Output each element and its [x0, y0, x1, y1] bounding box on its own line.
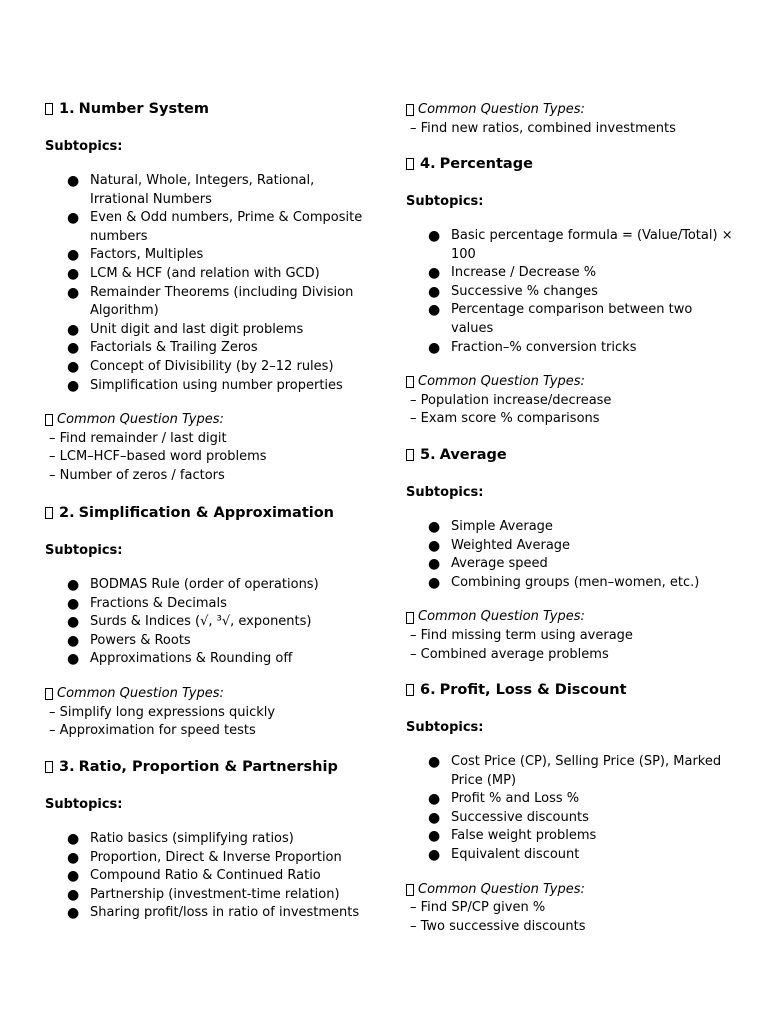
bullet-icon: ● — [428, 519, 441, 535]
section-ratio — [45, 758, 375, 923]
cq-title: Common Question Types: — [45, 411, 375, 430]
list-item: ● Simple Average — [428, 519, 553, 535]
list-item: ● Surds & Indices (√, ³√, exponents) — [67, 614, 312, 631]
common-question-types — [406, 101, 736, 138]
cq-line: – Combined average problems — [410, 646, 609, 662]
list-item: ● Even & Odd numbers, Prime & Composite numbers — [67, 210, 363, 244]
list-item: ● Powers & Roots — [67, 632, 191, 649]
bullet-icon: ● — [428, 828, 441, 845]
bullet-icon: ● — [428, 339, 441, 356]
section-number-system — [45, 100, 375, 486]
list-item: ● Average speed — [428, 556, 548, 573]
cq-line: – Two successive discounts — [410, 918, 586, 934]
list-item: ● Percentage comparison between two values — [428, 302, 693, 336]
bullet-icon: ● — [428, 809, 441, 826]
cq-title: Common Question Types: — [406, 373, 736, 392]
list-item: ● Factorials & Trailing Zeros — [67, 340, 258, 357]
section-heading — [45, 504, 375, 522]
cq-title: Common Question Types: — [45, 685, 375, 704]
section-title: Ratio, Proportion & Partnership — [78, 759, 338, 775]
list-item: ● Profit % and Loss % — [428, 791, 580, 808]
list-item: ● Sharing profit/loss in ratio of investments — [67, 905, 360, 922]
placeholder-glyph-icon — [406, 612, 414, 624]
list-item: ● Factors, Multiples — [67, 247, 204, 264]
bullet-icon: ● — [67, 577, 80, 593]
list-item: ● Unit digit and last digit problems — [67, 321, 304, 338]
bullet-icon: ● — [428, 537, 441, 554]
section-title: Average — [439, 447, 507, 463]
cq-line: – Number of zeros / factors — [49, 467, 225, 483]
cq-title: Common Question Types: — [406, 101, 736, 120]
list-item: ● Equivalent discount — [428, 846, 580, 863]
cq-line: – Find remainder / last digit — [49, 430, 227, 446]
cq-line: – LCM–HCF–based word problems — [49, 449, 267, 465]
placeholder-glyph-icon — [45, 507, 53, 519]
list-item: ● Compound Ratio & Continued Ratio — [67, 868, 321, 885]
section-title: Simplification & Approximation — [78, 505, 335, 521]
bullet-icon: ● — [428, 556, 441, 573]
bullet-icon: ● — [67, 886, 80, 903]
list-item: ● Natural, Whole, Integers, Rational, Irrational Numbers — [67, 173, 315, 207]
section-percentage — [406, 155, 736, 429]
cq-line: – Find new ratios, combined investments — [410, 120, 676, 136]
subtopic-list — [406, 227, 736, 357]
list-item: ● Partnership (investment-time relation) — [67, 886, 340, 903]
section-title: Number System — [78, 101, 209, 117]
section-number: 3. — [59, 759, 75, 775]
subtopic-list — [45, 576, 375, 669]
subtopics-label: Subtopics: — [406, 194, 484, 209]
list-item: ● False weight problems — [428, 828, 597, 845]
section-heading — [406, 446, 736, 464]
subtopics-label: Subtopics: — [45, 139, 123, 154]
bullet-icon: ● — [67, 358, 80, 375]
subtopics-label: Subtopics: — [406, 720, 484, 735]
list-item: ● BODMAS Rule (order of operations) — [67, 577, 319, 593]
placeholder-glyph-icon — [45, 414, 53, 426]
bullet-icon: ● — [67, 651, 80, 668]
section-number: 4. — [420, 156, 436, 172]
list-item: ● Concept of Divisibility (by 2–12 rules) — [67, 358, 334, 375]
list-item: ● Remainder Theorems (including Division Algorithm) — [67, 284, 354, 319]
list-item: ● LCM & HCF (and relation with GCD) — [67, 265, 320, 282]
section-heading — [45, 758, 375, 776]
list-item: ● Fraction–% conversion tricks — [428, 339, 637, 356]
bullet-icon: ● — [67, 247, 80, 264]
cq-title: Common Question Types: — [406, 881, 736, 900]
bullet-icon: ● — [67, 284, 80, 301]
placeholder-glyph-icon — [406, 684, 414, 696]
section-average — [406, 446, 736, 664]
bullet-icon: ● — [67, 173, 80, 189]
bullet-icon: ● — [67, 210, 80, 227]
subtopic-list — [406, 753, 736, 865]
common-question-types — [45, 685, 375, 741]
section-heading — [406, 681, 736, 699]
section-number: 2. — [59, 505, 75, 521]
section-heading — [406, 155, 736, 173]
placeholder-glyph-icon — [406, 104, 414, 116]
bullet-icon: ● — [428, 302, 441, 319]
cq-line: – Simplify long expressions quickly — [49, 704, 276, 720]
cq-line: – Population increase/decrease — [410, 392, 612, 408]
cq-title: Common Question Types: — [406, 608, 736, 627]
section-simplification — [45, 504, 375, 741]
bullet-icon: ● — [428, 574, 441, 591]
bullet-icon: ● — [428, 283, 441, 300]
list-item: ● Fractions & Decimals — [67, 595, 227, 612]
bullet-icon: ● — [428, 754, 441, 770]
section-number: 5. — [420, 447, 436, 463]
section-title: Profit, Loss & Discount — [439, 682, 627, 698]
bullet-icon: ● — [428, 265, 441, 282]
section-ratio-continued — [406, 101, 736, 138]
common-question-types — [406, 881, 736, 937]
common-question-types — [406, 608, 736, 664]
cq-line: – Exam score % comparisons — [410, 411, 600, 427]
bullet-icon: ● — [428, 791, 441, 808]
list-item: ● Simplification using number properties — [67, 377, 343, 394]
placeholder-glyph-icon — [406, 884, 414, 896]
section-title: Percentage — [439, 156, 533, 172]
subtopic-list — [45, 830, 375, 923]
cq-line: – Find missing term using average — [410, 627, 633, 643]
bullet-icon: ● — [67, 849, 80, 866]
subtopic-list — [406, 518, 736, 592]
list-item: ● Successive % changes — [428, 283, 598, 300]
list-item: ● Combining groups (men–women, etc.) — [428, 574, 700, 591]
placeholder-glyph-icon — [406, 449, 414, 461]
placeholder-glyph-icon — [45, 761, 53, 773]
placeholder-glyph-icon — [406, 376, 414, 388]
bullet-icon: ● — [67, 340, 80, 357]
bullet-icon: ● — [428, 228, 441, 244]
list-item: ● Approximations & Rounding off — [67, 651, 293, 668]
common-question-types — [406, 373, 736, 429]
list-item: ● Ratio basics (simplifying ratios) — [67, 831, 294, 847]
subtopics-label: Subtopics: — [45, 543, 123, 558]
section-profit-loss — [406, 681, 736, 936]
subtopics-label: Subtopics: — [406, 485, 484, 500]
subtopic-list — [45, 172, 375, 395]
list-item: ● Successive discounts — [428, 809, 589, 826]
list-item: ● Weighted Average — [428, 537, 571, 554]
bullet-icon: ● — [67, 868, 80, 885]
bullet-icon: ● — [67, 265, 80, 282]
section-number: 1. — [59, 101, 75, 117]
list-item: ● Increase / Decrease % — [428, 265, 597, 282]
cq-line: – Approximation for speed tests — [49, 723, 256, 739]
placeholder-glyph-icon — [406, 158, 414, 170]
bullet-icon: ● — [67, 321, 80, 338]
subtopics-label: Subtopics: — [45, 797, 123, 812]
section-heading — [45, 100, 375, 118]
common-question-types — [45, 411, 375, 485]
section-number: 6. — [420, 682, 436, 698]
placeholder-glyph-icon — [45, 103, 53, 115]
bullet-icon: ● — [67, 831, 80, 847]
placeholder-glyph-icon — [45, 688, 53, 700]
bullet-icon: ● — [67, 905, 80, 922]
bullet-icon: ● — [67, 614, 80, 631]
list-item: ● Cost Price (CP), Selling Price (SP), Marked Price (MP) — [428, 754, 722, 788]
bullet-icon: ● — [428, 846, 441, 863]
bullet-icon: ● — [67, 632, 80, 649]
bullet-icon: ● — [67, 377, 80, 394]
cq-line: – Find SP/CP given % — [410, 900, 546, 916]
list-item: ● Proportion, Direct & Inverse Proportion — [67, 849, 342, 866]
bullet-icon: ● — [67, 595, 80, 612]
list-item: ● Basic percentage formula = (Value/Total) × 100 — [428, 228, 733, 262]
